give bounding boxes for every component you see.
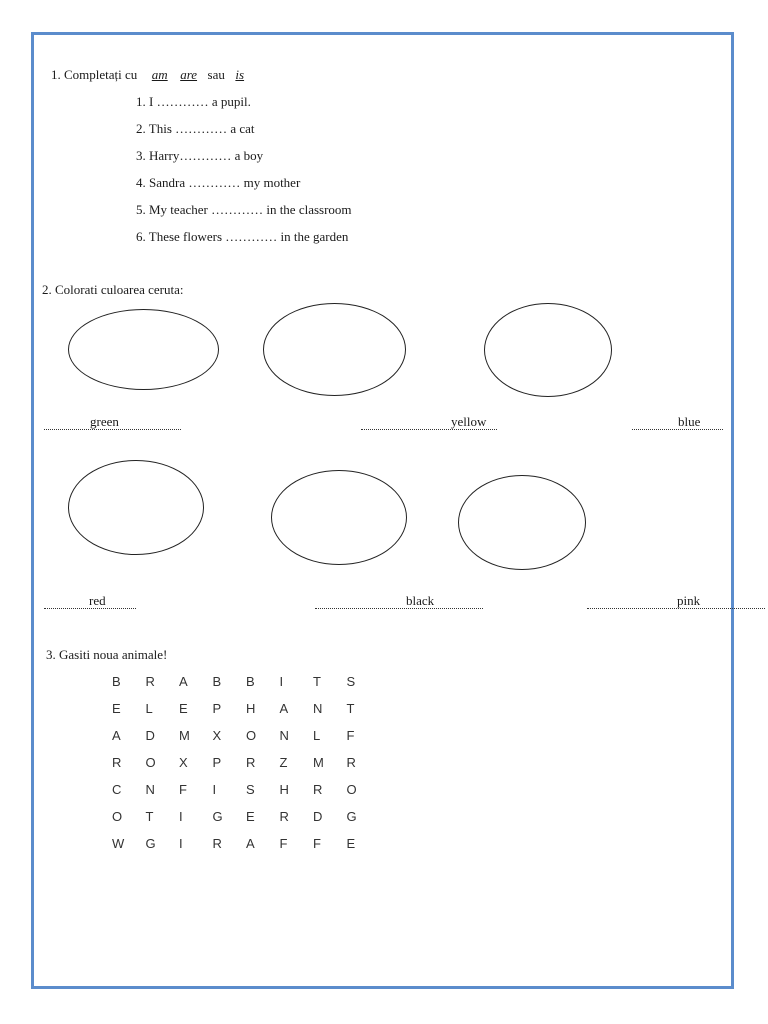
color-oval-green[interactable] [68,309,219,390]
grid-letter[interactable]: Z [279,755,288,770]
color-oval-pink[interactable] [458,475,586,570]
grid-letter[interactable]: I [279,674,284,689]
exercise-1-item: 2. This ………… a cat [136,121,255,136]
color-label-text: red [89,593,106,608]
option-are: are [180,67,198,82]
grid-letter[interactable]: P [212,701,222,716]
grid-letter[interactable]: B [246,674,255,689]
grid-letter[interactable]: A [112,728,121,743]
grid-letter[interactable]: R [346,755,356,770]
grid-letter[interactable]: A [179,674,188,689]
grid-letter[interactable]: A [246,836,255,851]
grid-letter[interactable]: I [179,809,183,824]
grid-letter[interactable]: T [313,674,321,689]
grid-row [112,808,380,835]
grid-letter[interactable]: O [346,782,357,797]
grid-letter[interactable]: S [346,674,356,689]
grid-letter[interactable]: D [313,809,323,824]
exercise-1-item: 3. Harry………… a boy [136,148,264,163]
grid-letter[interactable]: C [112,782,122,797]
color-oval-yellow[interactable] [263,303,406,396]
grid-letter[interactable]: H [279,782,289,797]
option-is: is [235,67,245,82]
color-label-text: yellow [451,414,487,429]
exercise-2-heading: 2. Colorati culoarea ceruta: [42,282,184,297]
grid-letter[interactable]: F [279,836,288,851]
color-oval-black[interactable] [271,470,407,565]
grid-letter[interactable]: X [179,755,188,770]
exercise-1-item: 4. Sandra ………… my mother [136,175,301,190]
grid-letter[interactable]: L [145,701,153,716]
grid-letter[interactable]: E [346,836,356,851]
exercise-1-item: 6. These flowers ………… in the garden [136,229,349,244]
grid-letter[interactable]: E [246,809,255,824]
grid-letter[interactable]: F [313,836,321,851]
grid-letter[interactable]: I [212,782,217,797]
exercise-1-item: 1. I ………… a pupil. [136,94,251,109]
grid-letter[interactable]: L [313,728,321,743]
grid-row [112,835,380,862]
grid-row [112,673,380,700]
grid-letter[interactable]: T [145,809,154,824]
word-search-grid [112,673,380,862]
color-label-black [315,593,483,609]
grid-letter[interactable]: G [212,809,223,824]
grid-letter[interactable]: R [212,836,222,851]
grid-letter[interactable]: H [246,701,256,716]
grid-letter[interactable]: E [112,701,121,716]
grid-letter[interactable]: G [346,809,357,824]
color-label-red [44,593,136,609]
color-label-yellow [361,414,497,430]
option-am: am [151,67,168,82]
color-label-green [44,414,181,430]
grid-letter[interactable]: T [346,701,355,716]
color-oval-blue[interactable] [484,303,612,397]
grid-letter[interactable]: P [212,755,222,770]
grid-row [112,754,380,781]
grid-letter[interactable]: F [346,728,355,743]
grid-letter[interactable]: M [313,755,324,770]
grid-letter[interactable]: S [246,782,255,797]
grid-letter[interactable]: O [246,728,257,743]
grid-letter[interactable]: X [212,728,222,743]
word-sau: sau [207,67,225,82]
grid-letter[interactable]: R [279,809,289,824]
grid-letter[interactable]: N [145,782,155,797]
grid-row [112,727,380,754]
grid-letter[interactable]: B [212,674,222,689]
exercise-3-heading: 3. Gasiti noua animale! [46,647,168,662]
grid-letter[interactable]: E [179,701,188,716]
grid-letter[interactable]: R [112,755,122,770]
color-label-pink [587,593,765,609]
grid-letter[interactable]: O [145,755,156,770]
grid-letter[interactable]: W [112,836,125,851]
exercise-1-title: 1. Completați cu [51,67,138,82]
grid-letter[interactable]: B [112,674,121,689]
grid-letter[interactable]: R [313,782,323,797]
grid-letter[interactable]: N [279,728,289,743]
grid-letter[interactable]: M [179,728,190,743]
grid-letter[interactable]: R [246,755,256,770]
grid-letter[interactable]: D [145,728,155,743]
color-label-text: black [406,593,435,608]
color-oval-red[interactable] [68,460,204,555]
grid-letter[interactable]: N [313,701,323,716]
grid-letter[interactable]: F [179,782,187,797]
grid-letter[interactable]: R [145,674,155,689]
color-label-text: green [90,414,119,429]
exercise-1-item: 5. My teacher ………… in the classroom [136,202,352,217]
grid-row [112,781,380,808]
color-label-text: pink [677,593,701,608]
exercise-1-heading [51,67,244,83]
grid-letter[interactable]: G [145,836,156,851]
grid-letter[interactable]: I [179,836,183,851]
grid-letter[interactable]: A [279,701,289,716]
grid-row [112,700,380,727]
grid-letter[interactable]: O [112,809,123,824]
color-label-blue [632,414,723,430]
color-label-text: blue [678,414,701,429]
